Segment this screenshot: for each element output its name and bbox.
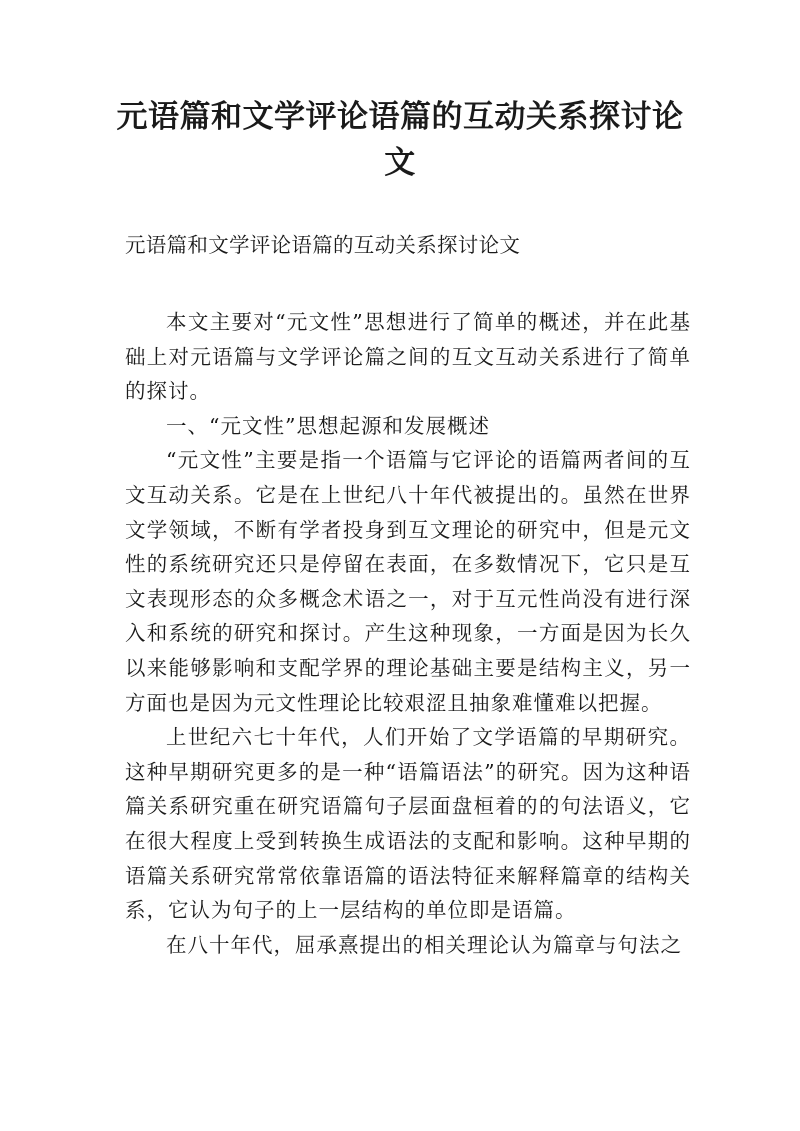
document-title: 元语篇和文学评论语篇的互动关系探讨论文 xyxy=(116,99,684,181)
document-subtitle: 元语篇和文学评论语篇的互动关系探讨论文 xyxy=(125,233,521,257)
section-heading: 一、“元文性”思想起源和发展概述 xyxy=(166,413,490,438)
paragraph-intertextuality: “元文性”主要是指一个语篇与它评论的语篇两者间的互文互动关系。它是在上世纪八十年代被提出的。虽然在世界文学领域，不断有学者投身到互文理论的研究中，但是元文性的系统研究还只是停留在表面，在多数情况下，它只是互文表现形态的众多概念术语之一，对于互元性尚没有进行深入和系统的研究和探讨。产生这种现象，一方面是因为长久以来能够影响和支配学界的理论基础主要是结构主义，另一方面也是因为元文性理论比较艰涩且抽象难懂难以把握。 xyxy=(125,448,691,715)
paragraph-eighties: 在八十年代，屈承熹提出的相关理论认为篇章与句法之 xyxy=(166,932,682,957)
document-body xyxy=(125,305,691,962)
paragraph-early-research: 上世纪六七十年代，人们开始了文学语篇的早期研究。这种早期研究更多的是一种“语篇语法”的研究。因为这种语篇关系研究重在研究语篇句子层面盘桓着的的句法语义，它在很大程度上受到转换生成语法的支配和影响。这种早期的语篇关系研究常常依靠语篇的语法特征来解释篇章的结构关系，它认为句子的上一层结构的单位即是语篇。 xyxy=(125,725,691,923)
paragraph-abstract: 本文主要对“元文性”思想进行了简单的概述，并在此基础上对元语篇与文学评论篇之间的互文互动关系进行了简单的探讨。 xyxy=(125,310,691,404)
